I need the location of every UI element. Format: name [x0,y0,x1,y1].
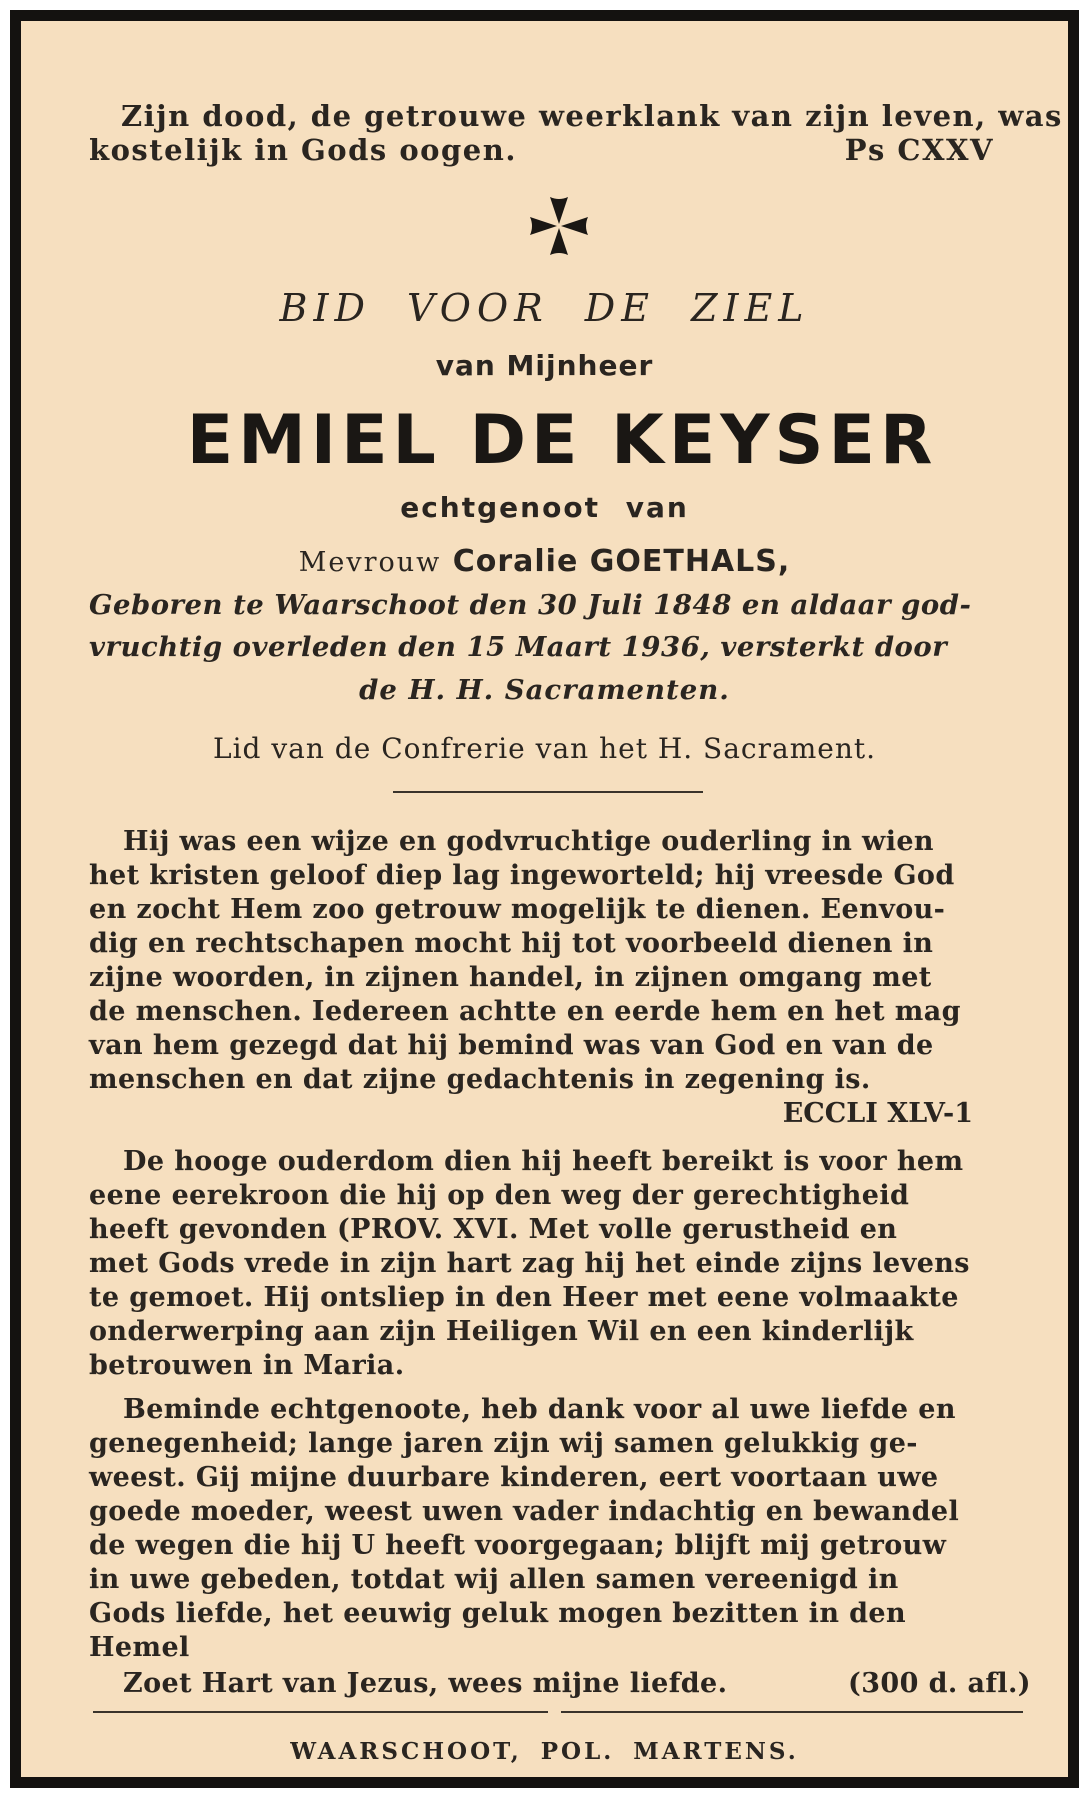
paragraph-2-line: met Gods vrede in zijn hart zag hij het einde zijns levens [89,1248,970,1279]
paragraph-3-line: Hemel [89,1632,190,1663]
deceased-name [97,401,1027,480]
birth-death-line-3: de H. H. Sacramenten. [359,674,730,706]
birth-death-text-2: vruchtig overleden den 15 Maart 1936, versterkt door [89,631,948,663]
indulgence: (300 d. afl.) [848,1668,1031,1699]
deceased-name-text: EMIEL DE KEYSER [186,401,938,480]
paragraph-1-line: zijne woorden, in zijnen handel, in zijnen omgang met [89,962,932,993]
paragraph-2-line: betrouwen in Maria. [89,1350,405,1381]
epigraph-line-1: Zijn dood, de getrouwe weerklank van zijn leven, was [121,99,1063,133]
paragraph-3-line: Beminde echtgenoote, heb dank voor al uwe liefde en [123,1394,956,1425]
paragraph-3-line: in uwe gebeden, totdat wij allen samen vereenigd in [89,1564,899,1595]
spouse-line [21,544,1068,579]
paragraph-1-line: het kristen geloof diep lag ingeworteld; hij vreesde God [89,860,955,891]
footer-rule-right [561,1711,1023,1713]
paragraph-2-line: heeft gevonden (PROV. XVI. Met volle gerustheid en [89,1214,898,1245]
prayer: Zoet Hart van Jezus, wees mijne liefde. [123,1668,728,1699]
printer-imprint: WAARSCHOOT, POL. MARTENS. [290,1738,799,1765]
spouse-name: Coralie GOETHALS, [452,544,791,579]
epigraph-reference: Ps CXXV [844,133,994,167]
paragraph-3-line: genegenheid; lange jaren zijn wij samen gelukkig ge- [89,1428,918,1459]
birth-death-line-1 [89,589,1031,621]
paragraph-3-line: goede moeder, weest uwen vader indachtig en bewandel [89,1496,960,1527]
cross-pattee-icon [524,191,594,261]
title-prefix: van Mijnheer [435,349,654,382]
paragraph-1-line: de menschen. Iedereen achtte en eerde hem en het mag [89,996,961,1027]
prayer-line [123,1668,1031,1699]
spouse-title: Mevrouw [298,547,442,578]
epigraph-text: kostelijk in Gods oogen. [89,133,517,167]
birth-death-line-2 [89,631,1031,663]
paragraph-3-line: Gods liefde, het eeuwig geluk mogen bezitten in den [89,1598,907,1629]
paragraph-3-line: weest. Gij mijne duurbare kinderen, eert voortaan uwe [89,1462,939,1493]
paragraph-2-line: De hooge ouderdom dien hij heeft bereikt is voor hem [123,1146,964,1177]
birth-death-text-1: Geboren te Waarschoot den 30 Juli 1848 en aldaar god- [89,589,972,621]
paragraph-1-line: en zocht Hem zoo getrouw mogelijk te dienen. Eenvou- [89,894,946,925]
epigraph-line-2 [89,133,994,167]
membership: Lid van de Confrerie van het H. Sacrament. [212,732,877,765]
paragraph-1-line: dig en rechtschapen mocht hij tot voorbeeld dienen in [89,928,934,959]
paragraph-1-line: van hem gezegd dat hij bemind was van God en van de [89,1030,934,1061]
paragraph-2-line: onderwerping aan zijn Heiligen Wil en een kinderlijk [89,1316,914,1347]
paragraph-2-line: eene eerekroon die hij op den weg der gerechtigheid [89,1180,910,1211]
spouse-label: echtgenoot van [400,491,689,524]
paragraph-1-line: menschen en dat zijne gedachtenis in zegening is. [89,1064,871,1095]
footer-rule-left [93,1711,548,1713]
paragraph-3-line: de wegen die hij U heeft voorgegaan; blijft mij getrouw [89,1530,947,1561]
paragraph-2-line: te gemoet. Hij ontsliep in den Heer met eene volmaakte [89,1282,959,1313]
divider [393,791,703,793]
citation-1: ECCLI XLV-1 [782,1098,973,1129]
paragraph-1-line: Hij was een wijze en godvruchtige ouderling in wien [123,826,934,857]
memorial-card [10,10,1079,1788]
heading: BID VOOR DE ZIEL [279,286,810,330]
